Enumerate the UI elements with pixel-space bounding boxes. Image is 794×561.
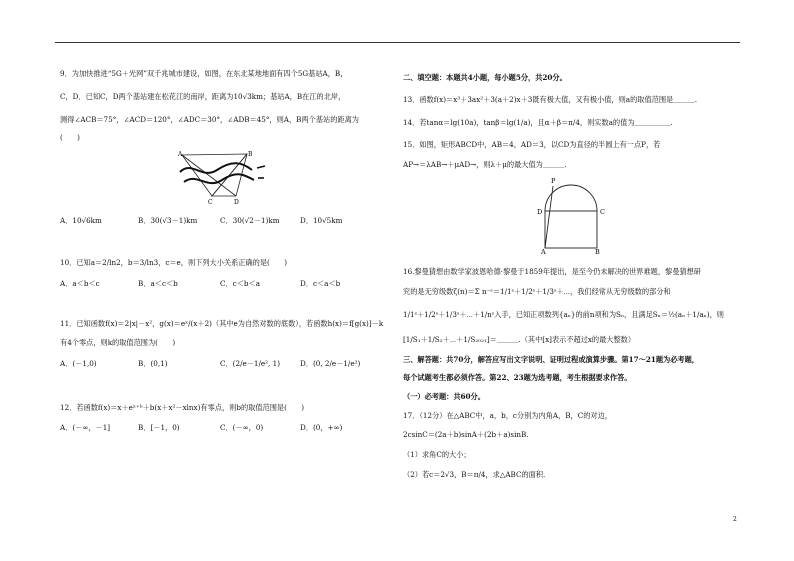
q16-line-4: [1/S₁＋1/S₂＋⋯＋1/S₂₀₂₁]＝＿＿＿.（其中[x]表示不超过x的最大整数） — [403, 335, 636, 344]
q11-option-b: B．(0,1) — [138, 359, 168, 368]
q17-line-1: 17．（12分）在△ABC中，a，b，c分别为内角A，B，C的对边， — [403, 411, 612, 420]
q16-line-3: 1/1ˢ＋1/2ˢ＋1/3ˢ＋⋯＋1/nˢ入手，已知正项数列{aₙ}的前n项和为Sₙ，且满足Sₙ＝½(aₙ＋1/aₙ)，则 — [403, 310, 724, 319]
q15-label-d: D — [537, 208, 543, 216]
q10-option-c: C．c＜b＜a — [220, 279, 260, 288]
q9-line-2: C，D．已知C，D两个基站建在松花江的南岸，距离为10√3km；基站A，B在江的北岸， — [60, 92, 346, 101]
q9-figure-river-map — [172, 150, 322, 208]
q15-line-2: AP→＝λAB→＋μAD→，则λ＋μ的最大值为＿＿＿. — [403, 160, 567, 169]
q12-line-1: 12．若函数f(x)＝x＋eˣ⁺ᵇ＋b(x＋x²－xlnx)有零点，则b的取值范围是( ) — [60, 403, 305, 412]
q9-option-b: B．30(√3－1)km — [138, 216, 198, 225]
section-3-line-1: 三、解答题：共70分，解答应写出文字说明、证明过程或演算步骤。第17～21题为必考题， — [403, 355, 699, 364]
q12-option-c: C．(－∞，0) — [220, 423, 264, 432]
q9-line-3: 测得∠ACB＝75°，∠ACD＝120°，∠ADC＝30°，∠ADB＝45°，则A，B两个基站的距离为 — [60, 115, 359, 124]
q11-option-d: D．(0, 2/e－1/e²) — [300, 359, 361, 368]
q9-option-a: A．10√6km — [60, 216, 102, 225]
q17-part-1: （1）求角C的大小； — [403, 450, 471, 459]
q15-label-b: B — [595, 248, 600, 254]
q9-label-b: B — [248, 151, 253, 158]
q9-option-c: C．30(√2－1)km — [220, 216, 280, 225]
q10-option-b: B．a＜c＜b — [138, 279, 178, 288]
q11-option-a: A．(－1,0) — [60, 359, 97, 368]
q11-line-1: 11．已知函数f(x)＝2|x|－x²，g(x)＝eˣ/(x＋2)（其中e为自然对数的底数），若函数h(x)＝f[g(x)]－k — [60, 319, 384, 328]
q15-label-c: C — [600, 208, 605, 216]
q15-figure-rectangle-semicircle — [535, 174, 615, 254]
page-number: 2 — [733, 516, 737, 523]
q17-part-2: （2）若c＝2√3，B＝π/4，求△ABC的面积. — [403, 470, 546, 479]
q15-label-p: P — [551, 177, 556, 185]
q15-label-a: A — [541, 248, 546, 254]
q16-line-2: 究的是无穷级数ζ(n)＝Σ n⁻ˢ＝1/1ˢ＋1/2ˢ＋1/3ˢ＋⋯，我们经常从无穷级数的部分和 — [403, 287, 671, 296]
q9-label-d: D — [234, 199, 239, 206]
q10-line-1: 10．已知a＝2/ln2，b＝3/ln3，c＝e，则下列大小关系正确的是( ) — [60, 258, 288, 267]
q10-option-d: D．c＜a＜b — [300, 279, 341, 288]
header-rule — [55, 42, 740, 43]
q12-option-d: D．(0，+∞) — [300, 423, 343, 432]
q9-label-a: A — [178, 151, 183, 158]
q9-option-d: D．10√5km — [300, 216, 343, 225]
q12-option-a: A．(－∞，－1] — [60, 423, 111, 432]
section-3-line-2: 每个试题考生都必须作答。第22、23题为选考题，考生根据要求作答。 — [403, 373, 632, 382]
q9-line-4: ( ) — [60, 133, 80, 142]
q11-option-c: C．(2/e－1/e², 1) — [220, 359, 281, 368]
question-14: 14．若tanα＝lg(10a)，tanβ＝lg(1/a)，且α＋β＝π/4，则实数a的值为＿＿＿＿＿. — [403, 118, 673, 127]
q10-option-a: A．a＜b＜c — [60, 279, 100, 288]
required-subheading: （一）必考题：共60分。 — [403, 392, 485, 401]
q9-line-1: 9．为加快推进“5G＋光网”双千兆城市建设，如图，在东北某地地面有四个5G基站A，B， — [60, 69, 348, 78]
q12-option-b: B．[－1，0) — [138, 423, 180, 432]
section-2-heading: 二、填空题：本题共4小题，每小题5分，共20分。 — [403, 73, 567, 82]
q11-line-2: 有4个零点，则k的取值范围为( ) — [60, 338, 176, 347]
q9-label-c: C — [208, 199, 213, 206]
question-13: 13．函数f(x)＝x³＋3ax²＋3(a＋2)x＋3既有极大值，又有极小值，则a的取值范围是＿＿＿. — [403, 95, 698, 104]
q17-line-2: 2csinC＝(2a＋b)sinA＋(2b＋a)sinB. — [403, 430, 529, 439]
q15-line-1: 15．如图，矩形ABCD中，AB＝4，AD＝3，以CD为直径的半圆上有一点P，若 — [403, 140, 661, 149]
q16-line-1: 16.黎曼猜想由数学家波恩哈德·黎曼于1859年提出，是至今仍未解决的世界难题，黎曼猜想研 — [403, 267, 701, 276]
